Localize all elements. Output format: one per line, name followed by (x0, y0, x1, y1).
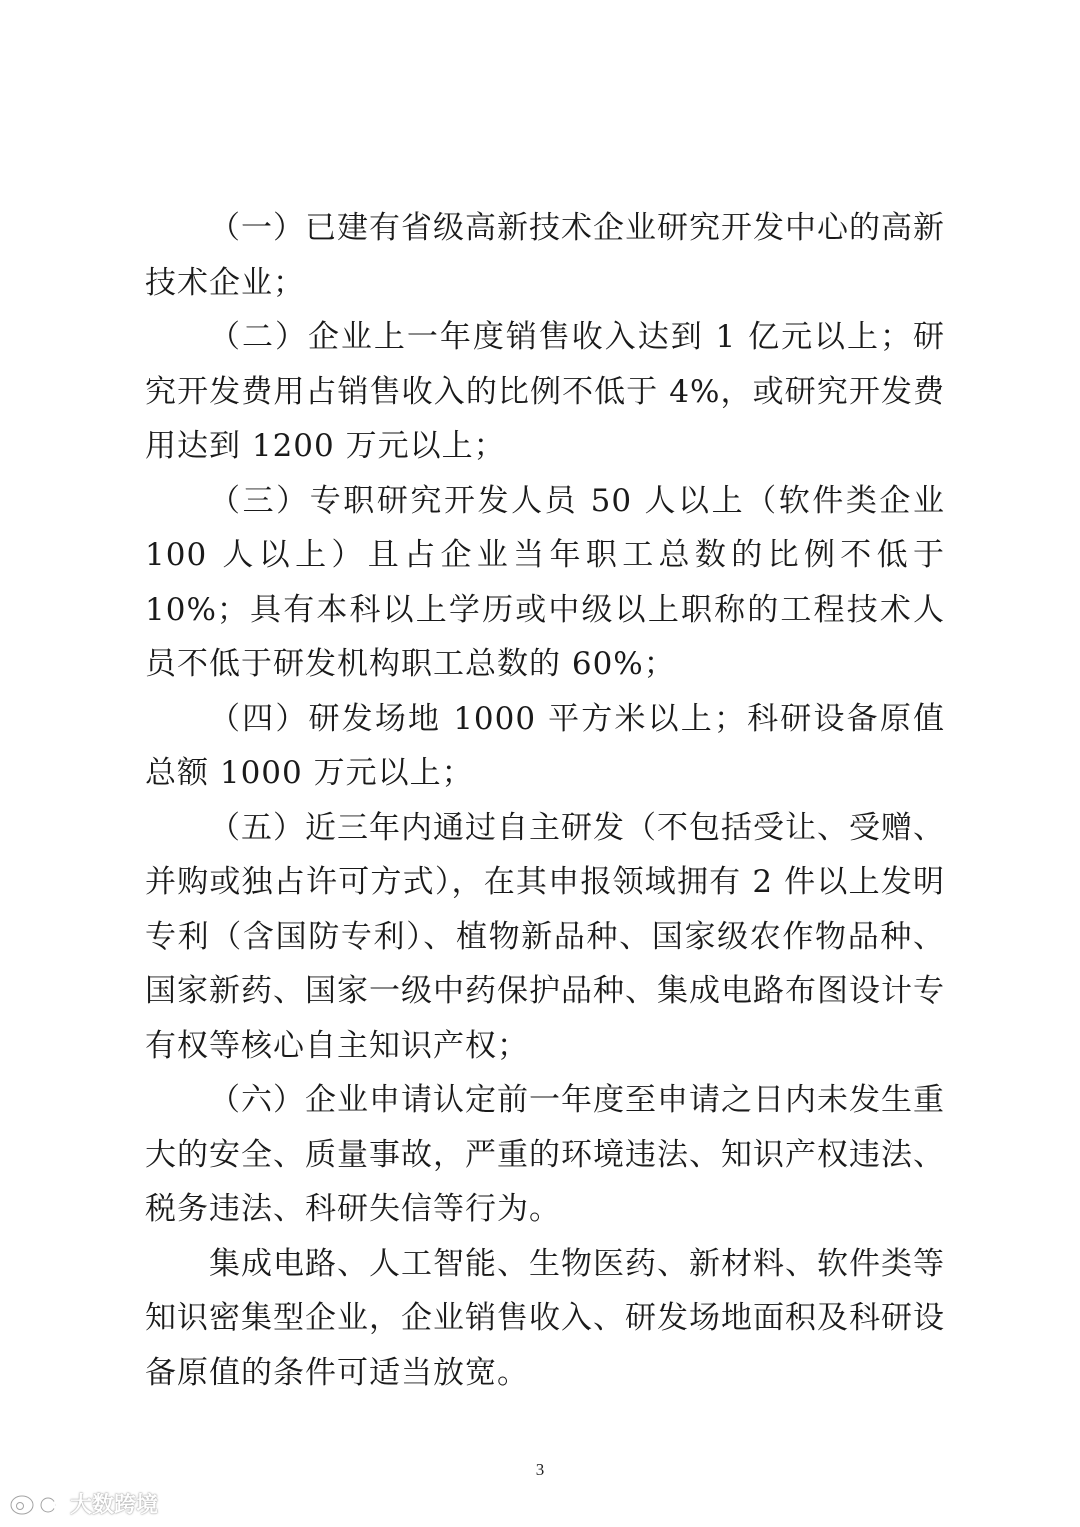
paragraph-criterion-2: （二）企业上一年度销售收入达到 1 亿元以上；研究开发费用占销售收入的比例不低于 4%，或研究开发费用达到 1200 万元以上； (145, 319, 945, 464)
watermark-text: 大数跨境 (70, 1493, 159, 1518)
paragraph-criterion-6: （六）企业申请认定前一年度至申请之日内未发生重大的安全、质量事故，严重的环境违法、知识产权违法、税务违法、科研失信等行为。 (145, 1082, 945, 1227)
paragraph-criterion-3: （三）专职研究开发人员 50 人以上（软件类企业 100 人以上）且占企业当年职工总数的比例不低于 10%；具有本科以上学历或中级以上职称的工程技术人员不低于研发机构职工总数的 60%； (145, 482, 945, 682)
paragraph-criterion-4: （四）研发场地 1000 平方米以上；科研设备原值总额 1000 万元以上； (145, 700, 945, 791)
paragraph-criterion-5: （五）近三年内通过自主研发（不包括受让、受赠、并购或独占许可方式），在其申报领域拥有 2 件以上发明专利（含国防专利）、植物新品种、国家级农作物品种、国家新药、国家一级中药保护品种、集成电路布图设计专有权等核心自主知识产权； (145, 809, 945, 1064)
document-body (145, 201, 945, 1400)
weibo-eye-logo-icon (8, 1490, 64, 1518)
paragraph-criterion-1: （一）已建有省级高新技术企业研究开发中心的高新技术企业； (145, 210, 945, 301)
watermark (8, 1488, 158, 1519)
paragraph-relaxation-note: 集成电路、人工智能、生物医药、新材料、软件类等知识密集型企业，企业销售收入、研发场地面积及科研设备原值的条件可适当放宽。 (145, 1245, 945, 1391)
page-number: 3 (535, 1460, 545, 1479)
